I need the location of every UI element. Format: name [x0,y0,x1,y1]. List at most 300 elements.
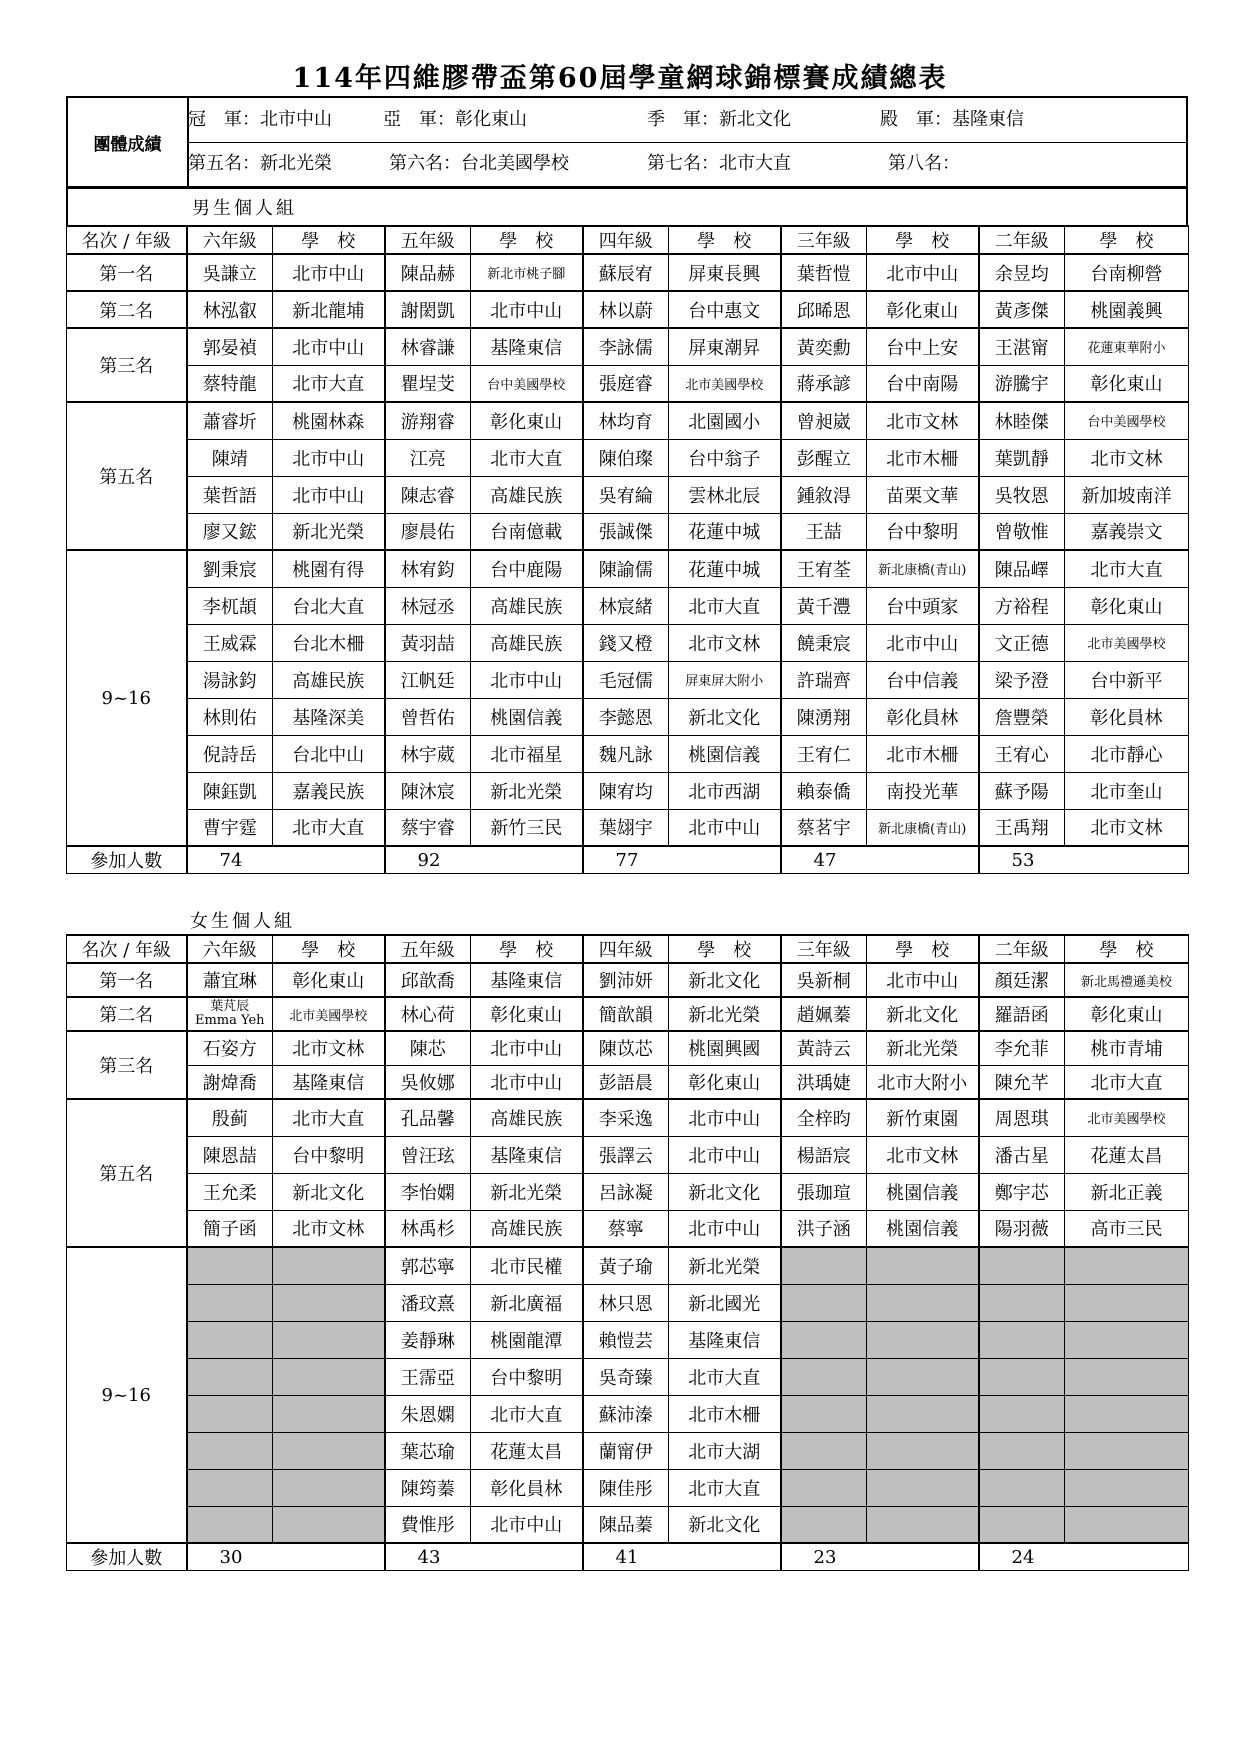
player-name: 葉芯瑜 [385,1432,471,1469]
player-name: 張珈瑄 [781,1173,867,1210]
school-name: 北市中山 [471,1065,583,1099]
player-name: 蕭宜琳 [187,963,273,997]
player-name [187,997,273,1031]
school-name: 新北光榮 [867,1031,979,1065]
player-name: 王喆 [781,513,867,550]
school-name: 北市大直 [471,1395,583,1432]
column-header: 學 校 [669,935,781,963]
school-name: 台北大直 [273,587,385,624]
player-name: 王允柔 [187,1173,273,1210]
player-name: 潘古星 [979,1136,1065,1173]
player-name: 吳攸娜 [385,1065,471,1099]
empty-cell [867,1284,979,1321]
school-name: 北市大直 [273,365,385,402]
school-name: 新北文化 [867,997,979,1031]
player-name: 陳芯 [385,1031,471,1065]
player-name: 蔣承諺 [781,365,867,402]
column-header: 名次 / 年級 [67,935,187,963]
player-name: 曾哲佑 [385,698,471,735]
team-placing: 殿 軍：基隆東信 [880,109,1024,130]
column-header: 學 校 [273,935,385,963]
table-row [67,1506,1189,1543]
player-name: 江帆廷 [385,661,471,698]
player-name: 瞿埕芠 [385,365,471,402]
school-name: 北市文林 [867,1136,979,1173]
table-row [67,1247,1189,1284]
player-name: 簡歆韻 [583,997,669,1031]
player-name: 梁予澄 [979,661,1065,698]
rank-cell: 第一名 [67,254,187,291]
empty-cell [979,1432,1065,1469]
participant-count [781,1543,979,1571]
school-name: 北市民權 [471,1247,583,1284]
page-title: 114年四維膠帶盃第60屆學童網球錦標賽成績總表 [292,63,948,94]
table-row [67,1136,1189,1173]
school-name: 北市中山 [273,439,385,476]
school-name: 花蓮中城 [669,550,781,587]
column-header: 六年級 [187,226,273,254]
player-name: 李怡嫻 [385,1173,471,1210]
player-name: 文正德 [979,624,1065,661]
empty-cell [781,1358,867,1395]
player-name: 林宸緒 [583,587,669,624]
school-name: 台北中山 [273,735,385,772]
empty-cell [979,1358,1065,1395]
school-name: 北市中山 [867,254,979,291]
empty-cell [273,1506,385,1543]
player-name: 賴泰僑 [781,772,867,809]
participant-count [979,1543,1189,1571]
school-name: 高雄民族 [471,476,583,513]
player-name: 游騰宇 [979,365,1065,402]
rank-cell: 第一名 [67,963,187,997]
school-name: 北市中山 [273,328,385,365]
school-name: 北市大直 [273,809,385,846]
school-name: 北市美國學校 [273,997,385,1031]
rank-cell: 第二名 [67,997,187,1031]
empty-cell [979,1284,1065,1321]
column-header: 五年級 [385,935,471,963]
school-name: 新加坡南洋 [1065,476,1189,513]
player-name: 郭晏禎 [187,328,273,365]
empty-cell [273,1247,385,1284]
player-name: 賴愷芸 [583,1321,669,1358]
empty-cell [187,1321,273,1358]
player-name: 陽羽薇 [979,1210,1065,1247]
participant-count-value: 77 [615,849,639,871]
empty-cell [979,1247,1065,1284]
player-name-english: Emma Yeh [194,1013,265,1028]
school-name: 北市大直 [1065,550,1189,587]
table-row [67,1099,1189,1136]
empty-cell [781,1469,867,1506]
empty-cell [273,1432,385,1469]
school-name: 高雄民族 [471,1210,583,1247]
empty-cell [867,1395,979,1432]
player-name: 李允菲 [979,1031,1065,1065]
player-name: 曾汪玹 [385,1136,471,1173]
player-name: 林冠丞 [385,587,471,624]
school-name: 北市大直 [669,587,781,624]
school-name: 新北光榮 [669,1247,781,1284]
table-row [67,624,1189,661]
school-name: 花蓮東華附小 [1065,328,1189,365]
girls-section-heading: 女生個人組 [190,911,295,932]
participant-count-value: 92 [417,849,441,871]
school-name: 北市中山 [867,624,979,661]
school-name: 苗栗文華 [867,476,979,513]
player-name: 陳品蓁 [583,1506,669,1543]
school-name: 北市中山 [471,1031,583,1065]
header-row [67,226,1189,254]
school-name: 高市三民 [1065,1210,1189,1247]
player-name: 葉翃宇 [583,809,669,846]
participant-count-value: 23 [813,1546,837,1568]
empty-cell [979,1321,1065,1358]
school-name: 北市大直 [669,1469,781,1506]
player-name: 葉凱靜 [979,439,1065,476]
school-name: 新北廣福 [471,1284,583,1321]
player-name: 蔡茗宇 [781,809,867,846]
school-name: 花蓮中城 [669,513,781,550]
school-name: 嘉義崇文 [1065,513,1189,550]
column-header: 學 校 [273,226,385,254]
table-row [67,1173,1189,1210]
player-name: 饒秉宸 [781,624,867,661]
empty-cell [1065,1358,1189,1395]
table-row [67,291,1189,328]
player-name: 游翔睿 [385,402,471,439]
empty-cell [867,1247,979,1284]
team-placing: 冠 軍：北市中山 [188,109,332,130]
empty-cell [187,1506,273,1543]
school-name: 基隆東信 [669,1321,781,1358]
table-row [67,365,1189,402]
team-row-1 [188,98,1186,143]
empty-cell [273,1284,385,1321]
school-name: 北市中山 [669,1210,781,1247]
player-name: 葉哲愷 [781,254,867,291]
school-name: 新北文化 [669,1506,781,1543]
school-name: 彰化東山 [1065,587,1189,624]
player-name: 顏廷潔 [979,963,1065,997]
table-row [67,1395,1189,1432]
column-header: 學 校 [867,935,979,963]
participant-count-value: 30 [219,1546,243,1568]
school-name: 新北文化 [669,1173,781,1210]
school-name: 彰化東山 [1065,997,1189,1031]
player-name: 江亮 [385,439,471,476]
column-header: 學 校 [1065,226,1189,254]
boys-results-table [66,225,1189,874]
player-name: 姜靜琳 [385,1321,471,1358]
empty-cell [781,1284,867,1321]
table-row [67,1031,1189,1065]
player-name: 洪瑀婕 [781,1065,867,1099]
player-name: 廖又鋐 [187,513,273,550]
rank-cell: 第三名 [67,328,187,402]
table-row [67,963,1189,997]
school-name: 彰化東山 [867,291,979,328]
player-name: 蘇予陽 [979,772,1065,809]
participant-count [781,846,979,874]
table-row [67,698,1189,735]
player-name: 謝煒喬 [187,1065,273,1099]
school-name: 北市大直 [471,439,583,476]
player-name: 李杌頡 [187,587,273,624]
player-name: 張庭睿 [583,365,669,402]
school-name: 新北光榮 [471,772,583,809]
player-name-chinese: 葉芃辰 [210,999,250,1014]
team-results-label: 團體成績 [68,98,189,186]
school-name: 台中黎明 [273,1136,385,1173]
school-name: 彰化東山 [471,997,583,1031]
player-name: 邱歆喬 [385,963,471,997]
player-name: 林睿謙 [385,328,471,365]
school-name: 北市中山 [669,1136,781,1173]
empty-cell [273,1469,385,1506]
table-row [67,735,1189,772]
school-name: 屏東長興 [669,254,781,291]
school-name: 高雄民族 [471,624,583,661]
player-name: 陳沐宸 [385,772,471,809]
school-name: 台中南陽 [867,365,979,402]
school-name: 台南柳營 [1065,254,1189,291]
player-name: 林以蔚 [583,291,669,328]
team-results [66,96,1188,188]
school-name: 台中頭家 [867,587,979,624]
player-name: 張誠傑 [583,513,669,550]
participant-count-value: 41 [615,1546,639,1568]
player-name: 全梓昀 [781,1099,867,1136]
school-name: 桃園林森 [273,402,385,439]
school-name: 台北木柵 [273,624,385,661]
school-name: 新北康橋(青山) [867,809,979,846]
school-name: 北市大湖 [669,1432,781,1469]
school-name: 彰化東山 [273,963,385,997]
school-name: 新竹三民 [471,809,583,846]
player-name: 陳允芊 [979,1065,1065,1099]
participant-count-value: 43 [417,1546,441,1568]
school-name: 北市美國學校 [669,365,781,402]
school-name: 北市中山 [669,809,781,846]
school-name: 北市木柵 [867,735,979,772]
participant-count [583,846,781,874]
column-header: 四年級 [583,935,669,963]
school-name: 桃園龍潭 [471,1321,583,1358]
school-name: 桃園信義 [867,1173,979,1210]
table-row [67,1321,1189,1358]
table-row [67,1065,1189,1099]
player-name: 潘玟熹 [385,1284,471,1321]
player-name: 詹豐榮 [979,698,1065,735]
participant-count-row [67,846,1189,874]
player-name: 錢又橙 [583,624,669,661]
player-name: 石姿方 [187,1031,273,1065]
school-name: 北市福星 [471,735,583,772]
player-name: 陳恩喆 [187,1136,273,1173]
player-name: 黃千灃 [781,587,867,624]
player-name: 陳諭儒 [583,550,669,587]
player-name: 陳志睿 [385,476,471,513]
player-name: 蘇沛溱 [583,1395,669,1432]
player-name: 鍾敘淂 [781,476,867,513]
school-name: 桃園義興 [1065,291,1189,328]
school-name: 北市中山 [471,1506,583,1543]
school-name: 高雄民族 [273,661,385,698]
school-name: 北市木柵 [669,1395,781,1432]
player-name: 彭醒立 [781,439,867,476]
school-name: 彰化員林 [471,1469,583,1506]
team-placing: 亞 軍：彰化東山 [383,109,527,130]
player-name: 曹宇霆 [187,809,273,846]
column-header: 五年級 [385,226,471,254]
school-name: 北市文林 [867,402,979,439]
school-name: 基隆東信 [273,1065,385,1099]
player-name: 方裕程 [979,587,1065,624]
school-name: 新北市桃子腳 [471,254,583,291]
player-name: 余昱均 [979,254,1065,291]
school-name: 屏東潮昇 [669,328,781,365]
player-name: 林睦傑 [979,402,1065,439]
player-name: 彭語晨 [583,1065,669,1099]
empty-cell [979,1506,1065,1543]
empty-cell [187,1358,273,1395]
player-name: 黃奕勳 [781,328,867,365]
rank-cell: 第五名 [67,402,187,550]
player-name: 陳宥均 [583,772,669,809]
player-name: 黃詩云 [781,1031,867,1065]
player-name: 劉沛妍 [583,963,669,997]
school-name: 新北光榮 [471,1173,583,1210]
player-name: 鄭宇芯 [979,1173,1065,1210]
table-row [67,661,1189,698]
rank-cell: 9~16 [67,550,187,846]
empty-cell [781,1247,867,1284]
school-name: 基隆東信 [471,963,583,997]
empty-cell [867,1469,979,1506]
empty-cell [273,1395,385,1432]
empty-cell [867,1506,979,1543]
player-name: 黃彥傑 [979,291,1065,328]
player-name: 黃羽喆 [385,624,471,661]
school-name: 新竹東園 [867,1099,979,1136]
empty-cell [187,1469,273,1506]
school-name: 台中美國學校 [471,365,583,402]
empty-cell [273,1358,385,1395]
team-placing: 第五名：新北光榮 [188,153,332,174]
school-name: 北市中山 [669,1099,781,1136]
player-name: 邱晞恩 [781,291,867,328]
player-name: 陳筠蓁 [385,1469,471,1506]
participant-count-value: 53 [1011,849,1035,871]
participant-count-label: 參加人數 [67,1543,187,1571]
school-name: 台中黎明 [867,513,979,550]
school-name: 北市西湖 [669,772,781,809]
table-row [67,1284,1189,1321]
school-name: 雲林北辰 [669,476,781,513]
player-name: 朱恩嫻 [385,1395,471,1432]
school-name: 彰化員林 [867,698,979,735]
school-name: 北市中山 [471,291,583,328]
school-name: 北市大附小 [867,1065,979,1099]
player-name: 林宥鈞 [385,550,471,587]
participant-count [187,846,385,874]
player-name: 謝閎凱 [385,291,471,328]
school-name: 台南億載 [471,513,583,550]
empty-cell [187,1395,273,1432]
player-name: 吳牧恩 [979,476,1065,513]
column-header: 三年級 [781,935,867,963]
empty-cell [273,1321,385,1358]
team-placing: 第七名：北市大直 [647,153,791,174]
player-name: 黃子瑜 [583,1247,669,1284]
player-name: 劉秉宸 [187,550,273,587]
player-name: 周恩琪 [979,1099,1065,1136]
school-name: 北市中山 [273,476,385,513]
player-name: 簡子函 [187,1210,273,1247]
player-name: 林均育 [583,402,669,439]
player-name: 趙姵蓁 [781,997,867,1031]
school-name: 桃園信義 [669,735,781,772]
column-header: 二年級 [979,935,1065,963]
player-name: 湯詠鈞 [187,661,273,698]
empty-cell [867,1321,979,1358]
empty-cell [1065,1247,1189,1284]
school-name: 花蓮太昌 [471,1432,583,1469]
rank-cell: 第二名 [67,291,187,328]
player-name: 葉哲語 [187,476,273,513]
empty-cell [1065,1506,1189,1543]
empty-cell [781,1432,867,1469]
empty-cell [781,1395,867,1432]
column-header: 學 校 [867,226,979,254]
column-header: 三年級 [781,226,867,254]
player-name: 陳靖 [187,439,273,476]
empty-cell [1065,1395,1189,1432]
school-name: 桃園信義 [867,1210,979,1247]
player-name: 陳苡芯 [583,1031,669,1065]
table-row [67,1358,1189,1395]
participant-count-value: 74 [219,849,243,871]
table-row [67,772,1189,809]
player-name: 王宥仁 [781,735,867,772]
player-name: 蕭睿圻 [187,402,273,439]
school-name: 新北正義 [1065,1173,1189,1210]
rank-cell: 第五名 [67,1099,187,1247]
empty-cell [1065,1321,1189,1358]
player-name: 陳伯璨 [583,439,669,476]
column-header: 名次 / 年級 [67,226,187,254]
player-name: 楊語宸 [781,1136,867,1173]
player-name: 陳湧翔 [781,698,867,735]
empty-cell [187,1284,273,1321]
player-name: 費惟彤 [385,1506,471,1543]
school-name: 北市美國學校 [1065,1099,1189,1136]
school-name: 基隆深美 [273,698,385,735]
column-header: 學 校 [1065,935,1189,963]
player-name: 王霈亞 [385,1358,471,1395]
school-name: 新北國光 [669,1284,781,1321]
school-name: 基隆東信 [471,328,583,365]
rank-cell: 第三名 [67,1031,187,1099]
player-name: 陳鈺凱 [187,772,273,809]
school-name: 新北文化 [273,1173,385,1210]
empty-cell [979,1395,1065,1432]
school-name: 北市奎山 [1065,772,1189,809]
column-header: 學 校 [669,226,781,254]
table-row [67,1469,1189,1506]
